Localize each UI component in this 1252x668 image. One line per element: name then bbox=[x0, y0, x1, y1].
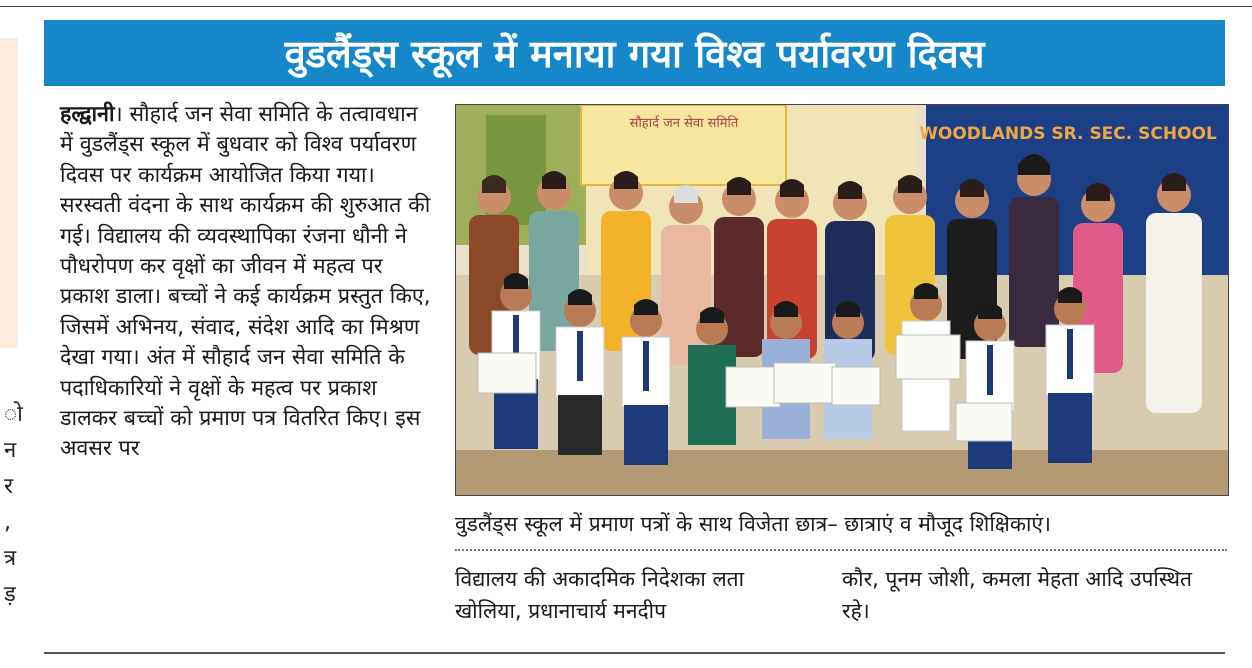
school-sign-text: WOODLANDS SR. SEC. SCHOOL bbox=[919, 124, 1217, 144]
continuation-column-1: विद्यालय की अकादमिक निदेशका लता खोलिया, प्रधानाचार्य मनदीप bbox=[455, 567, 745, 623]
banner-text: सौहार्द जन सेवा समिति bbox=[629, 116, 739, 131]
adjacent-char: न bbox=[4, 438, 17, 463]
caption-divider bbox=[455, 549, 1227, 551]
photo-caption: वुडलैंड्स स्कूल में प्रमाण पत्रों के साथ विजेता छात्र– छात्राएं व मौजूद शिक्षिकाएं। bbox=[455, 512, 1051, 536]
news-photo bbox=[455, 104, 1229, 496]
adjacent-article-fragment bbox=[0, 30, 23, 630]
adjacent-char: ड़ bbox=[4, 582, 16, 607]
group-photo-illustration bbox=[456, 105, 1228, 495]
adjacent-char: , bbox=[4, 510, 11, 535]
dateline-place: हल्द्वानी bbox=[60, 102, 115, 127]
adjacent-box bbox=[0, 38, 18, 348]
adjacent-char: ो bbox=[4, 402, 23, 427]
adjacent-text-fragments bbox=[4, 397, 23, 613]
bottom-rule bbox=[44, 652, 1225, 654]
article-text: । सौहार्द जन सेवा समिति के तत्वावधान में वुडलैंड्स स्कूल में बुधवार को विश्व पर्यावरण दिवस पर कार्यक्रम आयोजित किया गया। सरस्वती वंदना के साथ कार्यक्रम की शुरुआत की गई। विद्यालय की व्यवस्थापिका रंजना धौनी ने पौधरोपण कर वृक्षों का जीवन में महत्व पर प्रकाश डाला। बच्चों ने कई कार्यक्रम प्रस्तुत किए, जिसमें अभिनय, संवाद, संदेश आदि का मिश्रण देखा गया। अंत में सौहार्द जन सेवा समिति के पदाधिकारियों ने वृक्षों के महत्व पर प्रकाश डालकर बच्चों को प्रमाण पत्र वितरित किए। इस अवसर पर bbox=[60, 102, 431, 462]
headline: वुडलैंड्स स्कूल में मनाया गया विश्व पर्यावरण दिवस bbox=[44, 20, 1225, 86]
continuation-column-2: कौर, पूनम जोशी, कमला मेहता आदि उपस्थित रहे। bbox=[842, 567, 1192, 623]
adjacent-char: त्र bbox=[4, 546, 17, 571]
page-top-rule bbox=[0, 0, 1252, 7]
article-body bbox=[60, 100, 432, 465]
adjacent-char: र bbox=[4, 474, 13, 499]
